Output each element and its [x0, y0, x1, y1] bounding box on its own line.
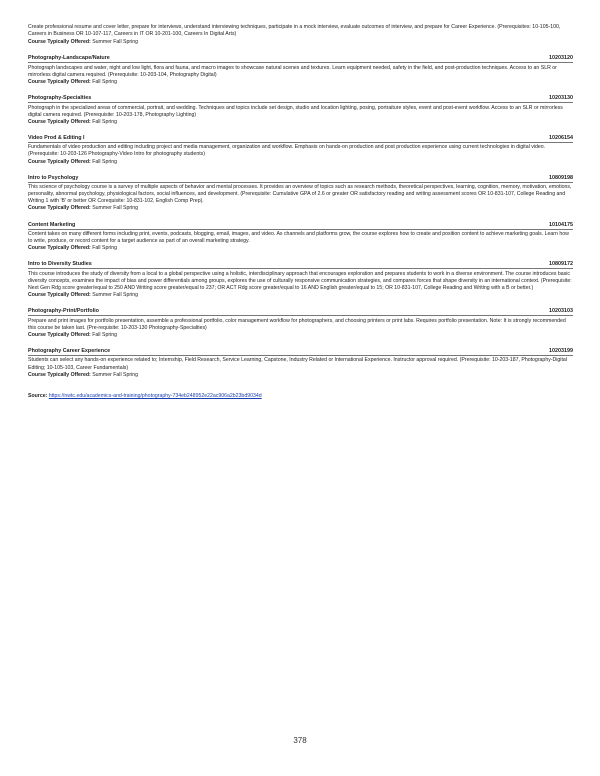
offered-value: Summer Fall Spring	[92, 205, 139, 212]
course-entry	[28, 95, 573, 126]
course-code: 10809172	[549, 261, 573, 268]
offered-label: Course Typically Offered:	[28, 245, 91, 252]
course-title: Photography-Print/Portfolio	[28, 308, 99, 315]
course-header	[28, 261, 573, 269]
course-entry	[28, 55, 573, 86]
course-description: Fundamentals of video production and editing including project and media management, organization and workflow. Emphasis on hands-on production and post production experience using current technologies in digital video. (Prerequisite: 10-203-126 Photography-Video Intro for photography students)	[28, 144, 546, 158]
course-title: Photography-Specialties	[28, 95, 92, 102]
course-entry	[28, 348, 573, 379]
intro-offered	[28, 39, 573, 46]
course-description: This science of psychology course is a survey of multiple aspects of behavior and mental processes. It provides an overview of topics such as research methods, theoretical perspectives, learning, cognition, memory, motivation, emotions, personality, abnormal psychology, physiological factors, social influences, and development. (Prerequisite: Cumulative GPA of 2.6 or greater OR satisfactory reading and writing assessment scores OR 10-831-107, College Reading and Writing 1 with 'B' or better OR Corequisite: 10-831-102, English Comp Prep).	[28, 184, 572, 205]
course-description: Photograph in the specialized areas of commercial, portrait, and wedding. Techniques and topics include set design, studio and location lighting, posing, portraiture styles, event and post-event workflow. Access to an SLR or mirrorless digital camera required. (Prerequisite: 10-203-178, Photography Lighting)	[28, 104, 563, 118]
course-code: 10203103	[549, 308, 573, 315]
course-code: 10809198	[549, 174, 573, 181]
offered-value: Summer Fall Spring	[92, 371, 139, 378]
course-header	[28, 95, 573, 103]
offered-value: Fall Spring	[92, 78, 117, 85]
course-title: Photography-Landscape/Nature	[28, 55, 110, 62]
course-entry	[28, 261, 573, 299]
document-page	[28, 24, 573, 399]
course-title: Video Prod & Editing I	[28, 134, 85, 141]
offered-value: Summer Fall Spring	[92, 292, 139, 299]
source-link[interactable]: https://nwtc.edu/academics-and-training/photography-734eb248952e22ac906a2b23bd9034d	[48, 392, 262, 399]
course-offered	[28, 372, 573, 379]
course-description: Content takes on many different forms including print, events, podcasts, blogging, email, images, and video. As channels and platforms grow, the course explores how to create and position content to achieve marketing goals. Learn how to write, produce, or record content for a target audience as part of an overall marketing strategy.	[28, 231, 569, 245]
course-header	[28, 348, 573, 356]
course-entry	[28, 135, 573, 166]
course-entry	[28, 222, 573, 253]
offered-value: Fall Spring	[92, 118, 117, 125]
offered-value: Fall Spring	[92, 245, 117, 252]
offered-value: Fall Spring	[92, 331, 117, 338]
course-offered	[28, 245, 573, 252]
course-code: 10104175	[549, 221, 573, 228]
intro-section	[28, 24, 573, 46]
course-code: 10203199	[549, 347, 573, 354]
course-code: 10203130	[549, 95, 573, 102]
course-offered	[28, 332, 573, 339]
course-title: Content Marketing	[28, 221, 76, 228]
course-title: Intro to Diversity Studies	[28, 261, 92, 268]
course-header	[28, 175, 573, 183]
offered-label: Course Typically Offered:	[28, 78, 91, 85]
offered-label: Course Typically Offered:	[28, 39, 91, 46]
intro-text: Create professional resume and cover letter, prepare for interviews, understand interviewing techniques, participate in a mock interview, evaluate outcomes of interview, and prepare for Career Experience. (Prerequisites: 10-105-100, Careers in Business OR 10-107-117, Careers in IT OR 10-201-100, Careers In Digital Arts)	[28, 24, 561, 38]
course-header	[28, 222, 573, 230]
course-entry	[28, 308, 573, 339]
course-description: Prepare and print images for portfolio presentation, assemble a professional portfolio, color management workflow for photographers, and choosing printers or print labs. Requires portfolio presentation. Note: It is strongly recommended this course be taken last. (Pre-requisite: 10-203-130 Photography-Specialties)	[28, 317, 566, 331]
page-number: 378	[293, 736, 307, 745]
course-offered	[28, 292, 573, 299]
course-header	[28, 55, 573, 63]
offered-value: Fall Spring	[92, 158, 117, 165]
offered-label: Course Typically Offered:	[28, 205, 91, 212]
course-description: This course introduces the study of diversity from a local to a global perspective using a holistic, interdisciplinary approach that encourages exploration and prepares students to work in a diverse environment. The course introduces basic diversity concepts, examines the impact of bias and power differentials among groups, explores the use of culturally responsive communication strategies, and compares forces that shape diversity in an international context. (Prerequisite: Next Gen Rdg score greater/equal to 250 AND Writing score greater/equal to 237; OR ACT Rdg score greater/equal to 16 AND English greater/equal to 15; OR 10-831-107, College Reading and Writing with a B or better.)	[28, 270, 572, 291]
offered-label: Course Typically Offered:	[28, 292, 91, 299]
course-title: Photography Career Experience	[28, 347, 111, 354]
course-description: Photograph landscapes and water, night and low light, flora and fauna, and macro images to showcase natural scenes and textures. Learn equipment needed, safety in the field, and post-production techniques. Access to an SLR or mirrorless digital camera required. (Prerequisite: 10-203-104, Photography Digital)	[28, 64, 557, 78]
course-title: Intro to Psychology	[28, 174, 79, 181]
offered-value: Summer Fall Spring	[92, 39, 139, 46]
course-description: Students can select any hands-on experience related to; Internship, Field Research, Service Learning, Capstone, Industry Related or International Experience. Instructor approval required. (Prerequisite: 10-203-187, Photography-Digital Editing; 10-105-103, Career Fundamentals)	[28, 357, 567, 371]
source-line	[28, 393, 573, 399]
course-offered	[28, 119, 573, 126]
course-header	[28, 135, 573, 143]
offered-label: Course Typically Offered:	[28, 158, 91, 165]
course-code: 10203120	[549, 55, 573, 62]
course-code: 10206154	[549, 134, 573, 141]
course-offered	[28, 79, 573, 86]
source-label: Source:	[28, 392, 48, 399]
course-entry	[28, 175, 573, 213]
course-offered	[28, 205, 573, 212]
offered-label: Course Typically Offered:	[28, 331, 91, 338]
offered-label: Course Typically Offered:	[28, 371, 91, 378]
course-offered	[28, 159, 573, 166]
course-list	[28, 55, 573, 378]
course-header	[28, 308, 573, 316]
offered-label: Course Typically Offered:	[28, 118, 91, 125]
